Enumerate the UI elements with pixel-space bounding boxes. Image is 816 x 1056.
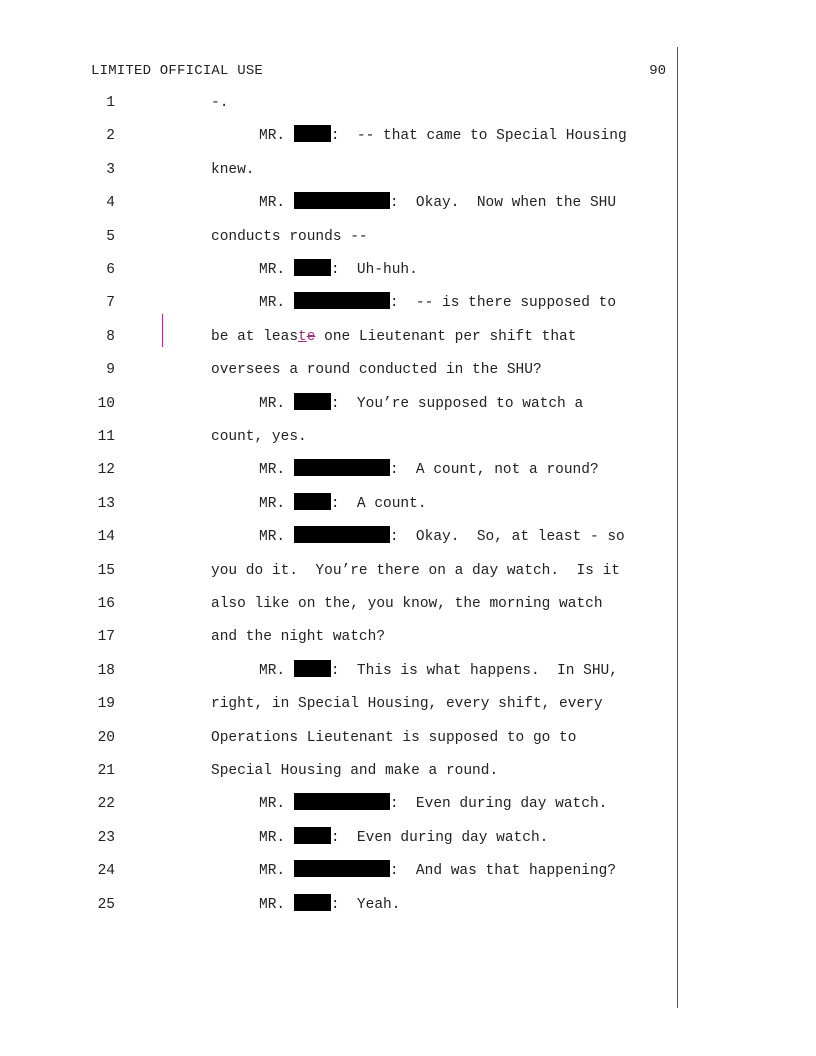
transcript-line (0, 691, 680, 717)
line-text (259, 491, 427, 517)
tracked-insertion: t (298, 329, 307, 345)
transcript-line (0, 257, 680, 283)
transcript-line (0, 858, 680, 884)
transcript-line (0, 558, 680, 584)
line-text (211, 691, 603, 717)
line-number: 17 (97, 629, 115, 645)
line-text (211, 357, 542, 383)
text-segment: right, in Special Housing, every shift, every (211, 696, 603, 712)
text-segment: Special Housing and make a round. (211, 763, 499, 779)
text-segment: be at leas (211, 329, 299, 345)
text-segment: MR. (259, 529, 294, 545)
text-segment: MR. (259, 663, 294, 679)
text-segment: and the night watch? (211, 629, 386, 645)
redaction-box (294, 660, 331, 677)
line-text (211, 591, 603, 617)
line-text (259, 457, 599, 483)
line-number: 22 (97, 796, 115, 812)
line-text (211, 624, 385, 650)
text-segment: MR. (259, 897, 294, 913)
transcript-line (0, 357, 680, 383)
line-number: 11 (97, 429, 115, 445)
text-segment: : Okay. Now when the SHU (389, 195, 617, 211)
line-text (211, 90, 228, 116)
text-segment: : And was that happening? (389, 863, 617, 879)
line-text (259, 123, 627, 149)
text-segment: MR. (259, 830, 294, 846)
line-text (259, 825, 548, 851)
redaction-box (294, 192, 390, 209)
line-number: 2 (106, 128, 115, 144)
line-number: 12 (97, 462, 115, 478)
line-number: 16 (97, 596, 115, 612)
redaction-box (294, 793, 390, 810)
text-segment: : Even during day watch. (330, 830, 549, 846)
text-segment: : This is what happens. In SHU, (330, 663, 618, 679)
line-text (211, 558, 620, 584)
transcript-line (0, 457, 680, 483)
line-number: 9 (106, 362, 115, 378)
transcript-line (0, 791, 680, 817)
line-number: 24 (97, 863, 115, 879)
text-segment: : A count. (330, 496, 427, 512)
text-segment: MR. (259, 863, 294, 879)
redaction-box (294, 827, 331, 844)
transcript-line (0, 491, 680, 517)
transcript-line (0, 157, 680, 183)
line-number: 1 (106, 95, 115, 111)
text-segment: MR. (259, 295, 294, 311)
text-segment: conducts rounds -- (211, 229, 368, 245)
line-number: 4 (106, 195, 115, 211)
tracked-deletion: e (306, 329, 316, 345)
line-text (259, 791, 607, 817)
redaction-box (294, 894, 331, 911)
line-text (211, 758, 498, 784)
text-segment: : Yeah. (330, 897, 401, 913)
transcript-line (0, 892, 680, 918)
text-segment: : -- is there supposed to (389, 295, 617, 311)
text-segment: one Lieutenant per shift that (315, 329, 577, 345)
line-text (259, 658, 618, 684)
line-number: 13 (97, 496, 115, 512)
text-segment: : Uh-huh. (330, 262, 418, 278)
transcript-line (0, 524, 680, 550)
text-segment: : Even during day watch. (389, 796, 608, 812)
line-text (211, 725, 576, 751)
transcript-line (0, 290, 680, 316)
text-segment: MR. (259, 262, 294, 278)
line-number: 10 (97, 396, 115, 412)
line-text (259, 190, 616, 216)
text-segment: oversees a round conducted in the SHU? (211, 362, 542, 378)
text-segment: count, yes. (211, 429, 307, 445)
text-segment: MR. (259, 195, 294, 211)
transcript-line (0, 123, 680, 149)
text-segment: MR. (259, 496, 294, 512)
text-segment: MR. (259, 396, 294, 412)
text-segment: : -- that came to Special Housing (330, 128, 627, 144)
transcript-line (0, 224, 680, 250)
line-text (259, 290, 616, 316)
line-text (211, 157, 255, 183)
transcript-line (0, 658, 680, 684)
line-text (259, 892, 400, 918)
text-segment: : A count, not a round? (389, 462, 599, 478)
redaction-box (294, 860, 390, 877)
text-segment: : You’re supposed to watch a (330, 396, 584, 412)
classification-header: LIMITED OFFICIAL USE (91, 63, 264, 79)
text-segment: -. (211, 95, 229, 111)
redaction-box (294, 526, 390, 543)
transcript-line (0, 424, 680, 450)
line-number: 25 (97, 897, 115, 913)
line-text (259, 858, 616, 884)
redaction-box (294, 459, 390, 476)
line-number: 18 (97, 663, 115, 679)
page-number: 90 (649, 63, 666, 79)
line-number: 15 (97, 563, 115, 579)
line-text (259, 524, 625, 550)
transcript-line (0, 624, 680, 650)
text-segment: MR. (259, 796, 294, 812)
transcript-line (0, 758, 680, 784)
transcript-line (0, 190, 680, 216)
line-text (211, 324, 576, 350)
transcript-line (0, 591, 680, 617)
transcript-line (0, 825, 680, 851)
text-segment: you do it. You’re there on a day watch. Is it (211, 563, 620, 579)
redaction-box (294, 292, 390, 309)
line-number: 23 (97, 830, 115, 846)
line-number: 20 (97, 730, 115, 746)
line-text (259, 257, 418, 283)
text-segment: MR. (259, 128, 294, 144)
text-segment: knew. (211, 162, 255, 178)
redaction-box (294, 125, 331, 142)
line-number: 5 (106, 229, 115, 245)
line-number: 6 (106, 262, 115, 278)
line-number: 3 (106, 162, 115, 178)
transcript-line (0, 90, 680, 116)
text-segment: also like on the, you know, the morning watch (211, 596, 603, 612)
line-number: 7 (106, 295, 115, 311)
text-segment: MR. (259, 462, 294, 478)
transcript-line (0, 391, 680, 417)
redaction-box (294, 393, 331, 410)
text-segment: : Okay. So, at least - so (389, 529, 625, 545)
redaction-box (294, 493, 331, 510)
transcript-line (0, 725, 680, 751)
line-number: 8 (106, 329, 115, 345)
line-text (211, 224, 368, 250)
transcript-line (0, 324, 680, 350)
line-text (211, 424, 307, 450)
line-number: 19 (97, 696, 115, 712)
text-segment: Operations Lieutenant is supposed to go to (211, 730, 577, 746)
redaction-box (294, 259, 331, 276)
line-text (259, 391, 583, 417)
line-number: 14 (97, 529, 115, 545)
line-number: 21 (97, 763, 115, 779)
